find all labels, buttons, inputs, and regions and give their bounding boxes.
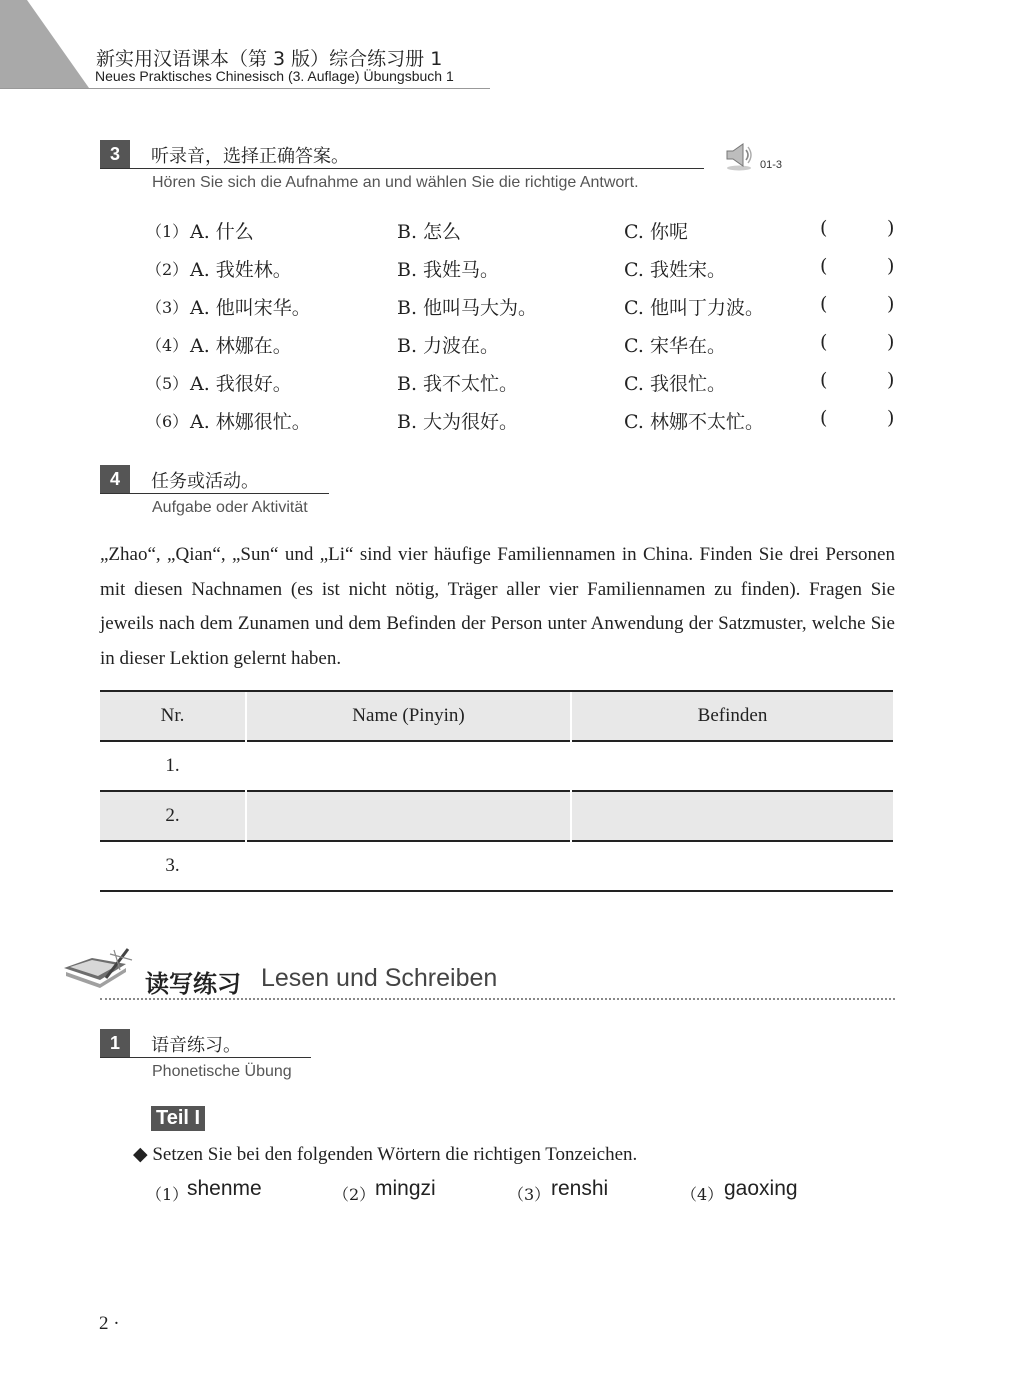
exercise-3-title: 听录音，选择正确答案。 <box>151 146 349 167</box>
table-cell-name[interactable] <box>246 841 571 891</box>
question-row <box>0 255 1033 285</box>
table-cell-befinden[interactable] <box>571 791 893 841</box>
table-header-nr: Nr. <box>100 691 246 741</box>
pinyin-item-number: （4） <box>681 1185 724 1204</box>
table-header-name: Name (Pinyin) <box>246 691 571 741</box>
table-row <box>100 791 893 841</box>
exercise-1-number: 1 <box>100 1029 130 1057</box>
exercise-1-instruction: ◆ Setzen Sie bei den folgenden Wörtern die richtigen Tonzeichen. <box>133 1144 638 1165</box>
question-row <box>0 293 1033 323</box>
exercise-4-subtitle: Aufgabe oder Aktivität <box>152 499 308 516</box>
table-cell-name[interactable] <box>246 791 571 841</box>
option-b[interactable]: B. 大为很好。 <box>397 411 519 433</box>
pinyin-item-number: （1） <box>146 1185 189 1204</box>
answer-bracket-close: ) <box>887 407 895 429</box>
table-cell-befinden[interactable] <box>571 841 893 891</box>
question-number: （4） <box>146 336 189 355</box>
page-number: 2 · <box>99 1313 120 1334</box>
answer-bracket-close: ) <box>887 217 895 239</box>
option-b[interactable]: B. 我不太忙。 <box>397 373 519 395</box>
header-title-cn: 新实用汉语课本（第 3 版）综合练习册 1 <box>96 48 443 70</box>
option-a[interactable]: A. 我姓林。 <box>190 259 292 281</box>
question-number: （3） <box>146 298 189 317</box>
corner-tab <box>0 0 90 90</box>
option-a[interactable]: A. 他叫宋华。 <box>190 297 311 319</box>
exercise-4-number: 4 <box>100 465 130 493</box>
option-c[interactable]: C. 你呢 <box>624 221 688 243</box>
option-c[interactable]: C. 我姓宋。 <box>624 259 726 281</box>
audio-track-code: 01-3 <box>760 159 783 171</box>
answer-bracket-open: ( <box>820 293 828 315</box>
exercise-4-rule <box>100 493 329 494</box>
question-row <box>0 369 1033 399</box>
option-c[interactable]: C. 他叫丁力波。 <box>624 297 764 319</box>
table-cell-nr: 3. <box>100 841 246 891</box>
option-c[interactable]: C. 宋华在。 <box>624 335 726 357</box>
option-c[interactable]: C. 我很忙。 <box>624 373 726 395</box>
answer-bracket-open: ( <box>820 331 828 353</box>
table-cell-nr: 1. <box>100 741 246 791</box>
exercise-4-instructions: „Zhao“, „Qian“, „Sun“ und „Li“ sind vier häufige Familiennamen in China. Finden Sie drei Personen mit diesen Nachnamen (es ist nicht nötig, Träger aller vier Familiennamen zu finden). Fragen Sie jeweils nach dem Zunamen und dem Befinden der Person unter Anwendung der Satzmuster, welche Sie in dieser Lektion gelernt haben. <box>100 544 895 669</box>
table-header-befinden: Befinden <box>571 691 893 741</box>
exercise-3-number: 3 <box>100 140 130 168</box>
answer-bracket-open: ( <box>820 407 828 429</box>
book-pen-icon <box>62 946 134 992</box>
speaker-icon[interactable] <box>723 139 755 171</box>
exercise-4-table <box>100 690 893 892</box>
exercise-3-rule <box>100 168 704 169</box>
exercise-1-subtitle: Phonetische Übung <box>152 1063 292 1080</box>
header-rule <box>0 88 490 89</box>
exercise-3-subtitle: Hören Sie sich die Aufnahme an und wählen Sie die richtige Antwort. <box>152 174 639 191</box>
exercise-1-title: 语音练习。 <box>151 1035 241 1056</box>
answer-bracket-close: ) <box>887 293 895 315</box>
option-b[interactable]: B. 怎么 <box>397 221 462 243</box>
answer-bracket-close: ) <box>887 369 895 391</box>
pinyin-word: gaoxing <box>724 1177 798 1200</box>
answer-bracket-close: ) <box>887 255 895 277</box>
answer-bracket-open: ( <box>820 217 828 239</box>
option-b[interactable]: B. 力波在。 <box>397 335 500 357</box>
pinyin-item-number: （2） <box>333 1185 376 1204</box>
exercise-4-title: 任务或活动。 <box>151 471 259 492</box>
question-row <box>0 217 1033 247</box>
section-title-de: Lesen und Schreiben <box>261 964 498 992</box>
table-cell-nr: 2. <box>100 791 246 841</box>
table-row <box>100 841 893 891</box>
answer-bracket-open: ( <box>820 369 828 391</box>
pinyin-word: shenme <box>187 1177 262 1200</box>
answer-bracket-close: ) <box>887 331 895 353</box>
table-cell-befinden[interactable] <box>571 741 893 791</box>
question-number: （2） <box>146 260 189 279</box>
pinyin-item-number: （3） <box>508 1185 551 1204</box>
answer-bracket-open: ( <box>820 255 828 277</box>
option-a[interactable]: A. 林娜很忙。 <box>190 411 311 433</box>
option-a[interactable]: A. 我很好。 <box>190 373 292 395</box>
section-divider <box>100 998 895 1000</box>
question-number: （5） <box>146 374 189 393</box>
option-a[interactable]: A. 林娜在。 <box>190 335 292 357</box>
question-row <box>0 331 1033 361</box>
table-row <box>100 741 893 791</box>
part-label: Teil I <box>151 1106 205 1131</box>
option-b[interactable]: B. 他叫马大为。 <box>397 297 538 319</box>
pinyin-word: renshi <box>551 1177 609 1200</box>
table-cell-name[interactable] <box>246 741 571 791</box>
pinyin-word: mingzi <box>375 1177 436 1200</box>
question-number: （6） <box>146 412 189 431</box>
header-title-de: Neues Praktisches Chinesisch (3. Auflage) Übungsbuch 1 <box>95 68 454 84</box>
question-row <box>0 407 1033 437</box>
option-c[interactable]: C. 林娜不太忙。 <box>624 411 764 433</box>
section-title-cn: 读写练习 <box>145 970 241 998</box>
exercise-1-rule <box>100 1057 311 1058</box>
option-b[interactable]: B. 我姓马。 <box>397 259 500 281</box>
option-a[interactable]: A. 什么 <box>190 221 254 243</box>
question-number: （1） <box>146 222 189 241</box>
